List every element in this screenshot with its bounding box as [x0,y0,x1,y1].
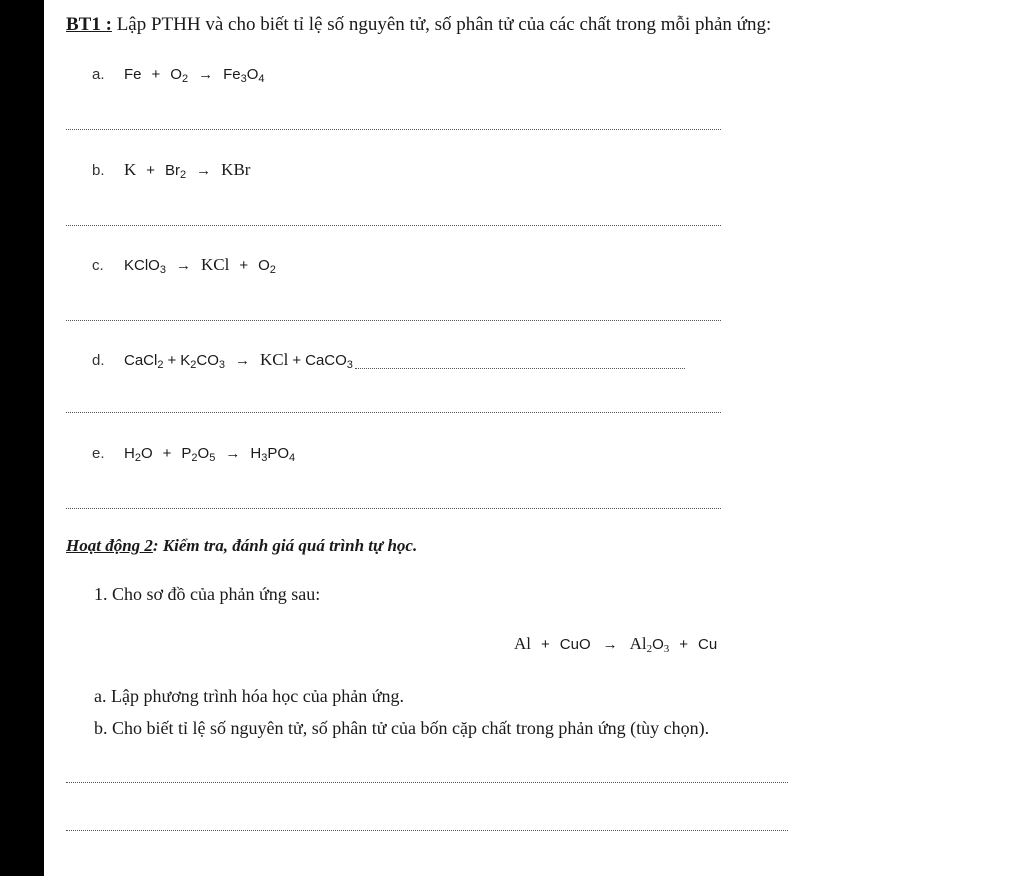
product-cu: Cu [698,636,718,653]
plus-sign: + [679,636,689,653]
reactant-al: Al [514,634,531,653]
document-page [44,0,1024,876]
reactant-cuo: CuO [559,636,591,653]
reactant-p2o5: $P_2O_5$ [181,445,216,464]
reactant-fe: Fe [124,66,142,83]
activity-title: : Kiểm tra, đánh giá quá trình tự học. [152,536,418,555]
arrow: → [235,352,250,369]
product-o2: $O_2$ [258,257,276,276]
reactant-br2: $Br_2$ [165,162,187,181]
reactant-k2co3: $K_2CO_3$ [180,352,225,371]
product-kcl: KCl [260,350,289,369]
product-fe3o4: $Fe_3O_4$ [223,66,265,85]
question-1: 1. Cho sơ đồ của phản ứng sau: [94,584,321,604]
answer-line-b[interactable] [66,225,721,226]
answer-line-d-inline[interactable] [355,368,685,369]
activity-label: Hoạt động 2 [66,536,153,555]
equation-a [124,64,265,85]
equation-e [124,443,295,464]
plus-sign: + [162,445,172,462]
product-kcl: KCl [200,255,230,274]
item-d-letter: d. [92,352,105,369]
arrow: → [225,445,241,462]
plus-sign: + [292,352,302,369]
exercise-label: BT1 : [66,14,112,35]
activity-heading [66,536,417,556]
reactant-cacl2: CaCl$_2$ [124,352,164,371]
plus-sign: + [167,352,177,369]
answer-line-d[interactable] [66,412,721,413]
product-caco3: CaCO$_3$ [305,352,353,371]
arrow: → [175,257,191,274]
exercise-instruction: Lập PTHH và cho biết tỉ lệ số nguyên tử, số phân tử của các chất trong mỗi phản ứng: [111,14,772,35]
equation-c [124,255,276,276]
answer-line-c[interactable] [66,320,721,321]
sub-question-a: a. Lập phương trình hóa học của phản ứng. [94,686,404,706]
item-c-letter: c. [92,257,104,274]
arrow: → [196,162,212,179]
reactant-kclo3: KClO$_3$ [124,257,166,276]
answer-line-e[interactable] [66,508,721,509]
item-e-letter: e. [92,445,105,462]
equation-d [124,350,685,371]
reactant-o2: $O_2$ [170,66,189,85]
item-b-letter: b. [92,162,105,179]
item-a-letter: a. [92,66,105,83]
reactant-k: K [124,160,137,179]
left-margin-bar [0,0,44,876]
answer-line-a[interactable] [66,129,721,130]
equation-b [124,160,250,181]
product-kbr: KBr [221,160,251,179]
question-1-equation [514,634,717,655]
sub-question-b: b. Cho biết tỉ lệ số nguyên tử, số phân tử của bốn cặp chất trong phản ứng (tùy chọn). [94,718,710,738]
arrow: → [198,66,214,83]
answer-line-q1-2[interactable] [66,830,788,831]
plus-sign: + [239,257,249,274]
arrow: → [602,636,618,653]
reactant-h2o: $H_2O$ [124,445,153,464]
product-al2o3: $Al_2O_3$ [629,634,670,655]
plus-sign: + [146,162,156,179]
plus-sign: + [151,66,161,83]
exercise-heading [66,14,771,36]
plus-sign: + [541,636,550,653]
product-h3po4: $H_3PO_4$ [250,445,296,464]
answer-line-q1-1[interactable] [66,782,788,783]
